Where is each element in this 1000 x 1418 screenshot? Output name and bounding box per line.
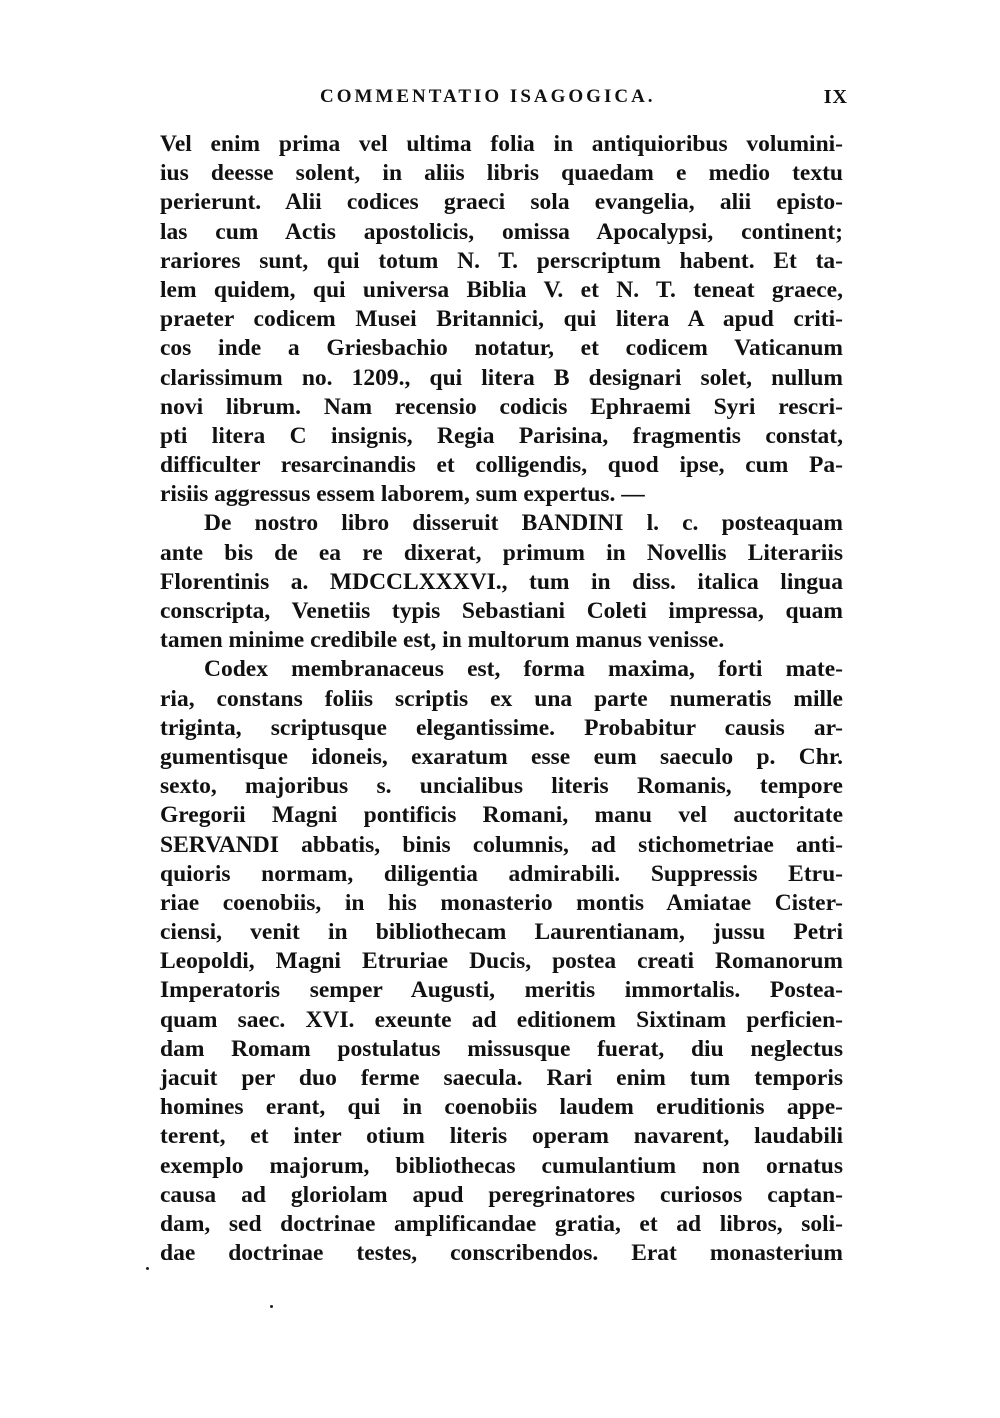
- text-line: rariores sunt, qui totum N. T. perscriptum habent. Et ta-: [160, 247, 843, 274]
- text-line: Gregorii Magni pontificis Romani, manu vel auctoritate: [160, 802, 843, 829]
- paragraph-end-line: risiis aggressus essem laborem, sum expertus. —: [160, 481, 645, 508]
- paragraph-start-line: De nostro libro disseruit BANDINI l. c. posteaquam: [204, 510, 843, 537]
- text-line: conscripta, Venetiis typis Sebastiani Coleti impressa, quam: [160, 598, 843, 624]
- text-line: clarissimum no. 1209., qui litera B designari solet, nullum: [160, 364, 843, 391]
- text-line: ciensi, venit in bibliothecam Laurentianam, jussu Petri: [160, 919, 843, 946]
- text-line: difficulter resarcinandis et colligendis, quod ipse, cum Pa-: [160, 452, 843, 479]
- text-line: ria, constans foliis scriptis ex una parte numeratis mille: [160, 685, 843, 712]
- text-line: Vel enim prima vel ultima folia in antiquioribus volumini-: [160, 131, 843, 157]
- text-line: ante bis de ea re dixerat, primum in Novellis Literariis: [160, 539, 843, 566]
- text-line: exemplo majorum, bibliothecas cumulantium non ornatus: [160, 1152, 843, 1179]
- page-number: IX: [823, 86, 848, 108]
- text-line: ius deesse solent, in aliis libris quaedam e medio textu: [160, 160, 843, 187]
- text-line: Imperatoris semper Augusti, meritis immortalis. Postea-: [160, 977, 843, 1004]
- text-line: triginta, scriptusque elegantissime. Probabitur causis ar-: [160, 714, 843, 741]
- print-speck: [146, 1267, 149, 1270]
- print-speck: [270, 1305, 273, 1308]
- text-line: lem quidem, qui universa Biblia V. et N. T. teneat graece,: [160, 276, 843, 303]
- text-line: dam Romam postulatus missusque fuerat, diu neglectus: [160, 1035, 843, 1062]
- text-line: sexto, majoribus s. uncialibus literis Romanis, tempore: [160, 773, 843, 800]
- text-line: jacuit per duo ferme saecula. Rari enim tum temporis: [160, 1065, 843, 1091]
- text-line: Leopoldi, Magni Etruriae Ducis, postea creati Romanorum: [160, 948, 843, 975]
- running-title: COMMENTATIO ISAGOGICA.: [320, 86, 656, 107]
- text-line: dam, sed doctrinae amplificandae gratia, et ad libros, soli-: [160, 1210, 843, 1237]
- paragraph-start-line: Codex membranaceus est, forma maxima, forti mate-: [204, 656, 843, 683]
- text-line: riae coenobiis, in his monasterio montis Amiatae Cister-: [160, 889, 843, 916]
- text-line: praeter codicem Musei Britannici, qui litera A apud criti-: [160, 306, 843, 333]
- text-line: dae doctrinae testes, conscribendos. Erat monasterium: [160, 1240, 843, 1267]
- text-line: cos inde a Griesbachio notatur, et codicem Vaticanum: [160, 335, 843, 362]
- paragraph-end-line: tamen minime credibile est, in multorum manus venisse.: [160, 627, 725, 654]
- body-text: [160, 130, 843, 1268]
- text-line: causa ad gloriolam apud peregrinatores curiosos captan-: [160, 1181, 843, 1208]
- page-header: [160, 86, 848, 116]
- text-line: quioris normam, diligentia admirabili. Suppressis Etru-: [160, 860, 843, 887]
- text-line: quam saec. XVI. exeunte ad editionem Sixtinam perficien-: [160, 1006, 843, 1033]
- text-line: pti litera C insignis, Regia Parisina, fragmentis constat,: [160, 422, 843, 449]
- text-line: gumentisque idoneis, exaratum esse eum saeculo p. Chr.: [160, 743, 843, 770]
- text-line: terent, et inter otium literis operam navarent, laudabili: [160, 1123, 843, 1150]
- text-line: perierunt. Alii codices graeci sola evangelia, alii episto-: [160, 189, 843, 216]
- text-line: las cum Actis apostolicis, omissa Apocalypsi, continent;: [160, 218, 843, 245]
- text-line: homines erant, qui in coenobiis laudem eruditionis appe-: [160, 1094, 843, 1121]
- text-line: Florentinis a. MDCCLXXXVI., tum in diss. italica lingua: [160, 568, 843, 595]
- text-line: novi librum. Nam recensio codicis Ephraemi Syri rescri-: [160, 393, 843, 420]
- text-line: SERVANDI abbatis, binis columnis, ad stichometriae anti-: [160, 831, 843, 858]
